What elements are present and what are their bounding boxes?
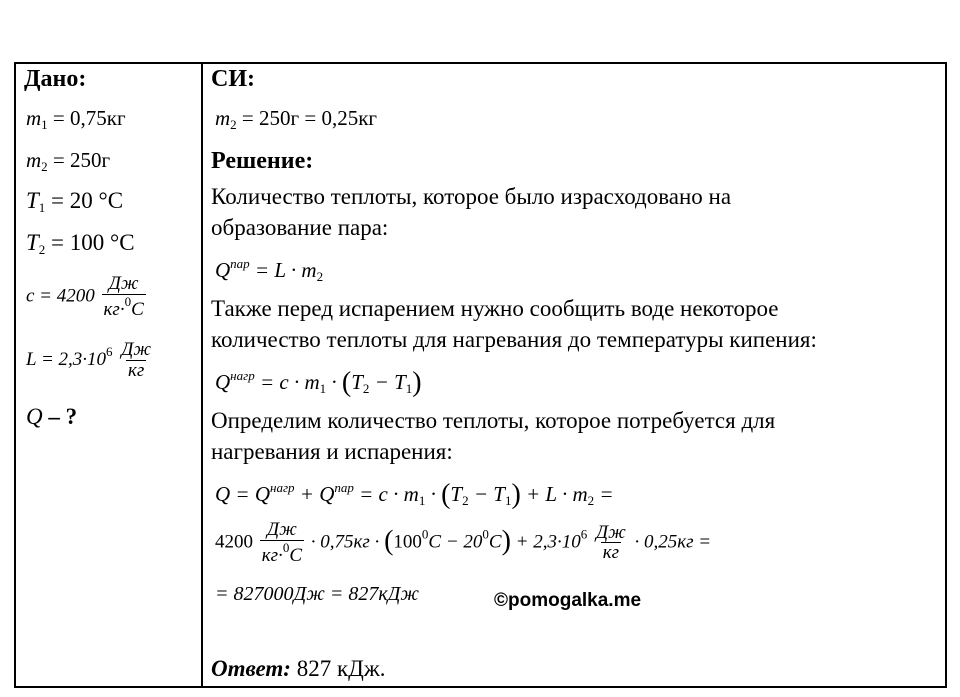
formula-substitution: 4200 $\frac{Дж}{кг\cdot^0C}$ · $0,75кг \cdot (100^0C - 20^0C) + 2,3\cdot 10^6$ $\frac{Дж}{кг}$ · 0,25кг = bbox=[215, 519, 712, 566]
given-t2: $T_2 = 100$ °C bbox=[26, 230, 135, 257]
given-m1: $m_1 = 0,75кг$ bbox=[26, 106, 126, 132]
formula-vaporization: $Q^{пар} = L \cdot m_2$ bbox=[215, 256, 324, 284]
solution-text-3a: Определим количество теплоты, которое потребуется для bbox=[211, 408, 776, 433]
watermark: ©pomogalka.me bbox=[494, 590, 642, 611]
answer-value: 827 кДж. bbox=[290, 656, 386, 681]
given-q-unknown: Q – ? bbox=[26, 404, 78, 429]
si-header: СИ: bbox=[211, 66, 255, 92]
si-m2: $m_2 = 250г = 0,25кг$ bbox=[215, 106, 378, 132]
solution-text-2a: Также перед испарением нужно сообщить воде некоторое bbox=[211, 296, 779, 321]
answer-line bbox=[211, 656, 385, 682]
solution-text-1b: образование пара: bbox=[211, 215, 389, 240]
given-m2: $m_2 = 250г$ bbox=[26, 148, 111, 174]
solution-text-3b: нагревания и испарения: bbox=[211, 439, 453, 464]
given-t1: $T_1 = 20$ °C bbox=[26, 188, 124, 215]
column-divider bbox=[201, 64, 203, 686]
given-c: c = 4200 $\frac{Дж}{кг\cdot^0C}$ bbox=[26, 273, 144, 320]
solution-table bbox=[14, 62, 947, 688]
solution-text-1a: Количество теплоты, которое было израсходовано на bbox=[211, 184, 732, 209]
answer-label: Ответ: bbox=[211, 656, 291, 681]
solution-text-2b: количество теплоты для нагревания до температуры кипения: bbox=[211, 327, 817, 352]
formula-heating: $Q^{нагр} = c \cdot m_1 \cdot (T_2 - T_1)$ bbox=[215, 367, 422, 398]
formula-result: = 827000Дж = 827кДж bbox=[215, 583, 420, 605]
formula-total: $Q = Q^{нагр} + Q^{пар} = c \cdot m_1 \cdot (T_2 - T_1) + L \cdot m_2$ = bbox=[215, 479, 614, 510]
given-L: $L = 2,3\cdot 10^6$ $\frac{Дж}{кг}$ bbox=[26, 339, 152, 381]
solution-header: Решение: bbox=[211, 148, 314, 174]
given-header: Дано: bbox=[24, 66, 87, 92]
